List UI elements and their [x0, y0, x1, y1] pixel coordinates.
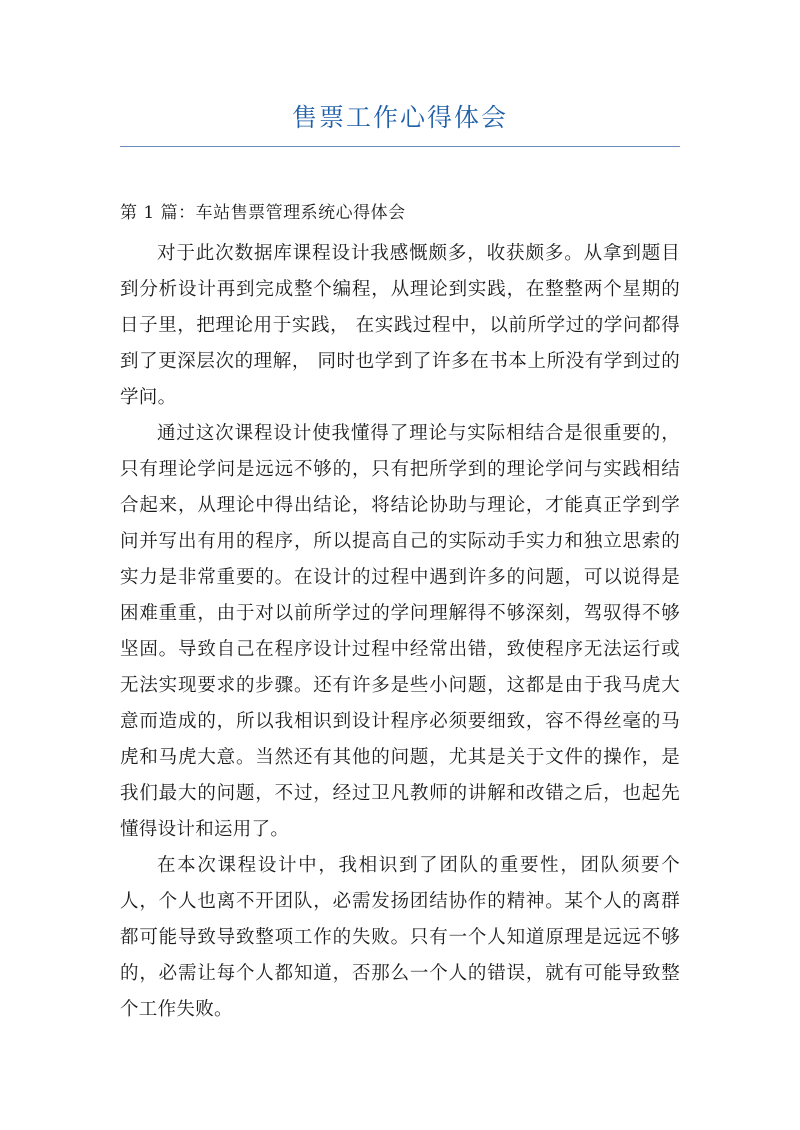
document-body	[120, 236, 680, 1028]
title-underline-rule	[120, 146, 680, 147]
paragraph-3: 在本次课程设计中，我相识到了团队的重要性，团队须要个人，个人也离不开团队，必需发扬团结协作的精神。某个人的离群都可能导致导致整项工作的失败。只有一个人知道原理是远远不够的，必需让每个人都知道，否那么一个人的错误，就有可能导致整个工作失败。	[120, 855, 680, 1020]
paragraph-2: 通过这次课程设计使我懂得了理论与实际相结合是很重要的，只有理论学问是远远不够的，只有把所学到的理论学问与实践相结合起来，从理论中得出结论，将结论协助与理论，才能真正学到学问并写出有用的程序，所以提高自己的实际动手实力和独立思索的实力是非常重要的。在设计的过程中遇到许多的问题，可以说得是困难重重，由于对以前所学过的学问理解得不够深刻，驾驭得不够坚固。导致自己在程序设计过程中经常出错，致使程序无法运行或无法实现要求的步骤。还有许多是些小问题，这都是由于我马虎大意而造成的，所以我相识到设计程序必须要细致，容不得丝毫的马虎和马虎大意。当然还有其他的问题，尤其是关于文件的操作，是我们最大的问题，不过，经过卫凡教师的讲解和改错之后，也起先懂得设计和运用了。	[120, 423, 680, 840]
paragraph-1: 对于此次数据库课程设计我感慨颇多，收获颇多。从拿到题目到分析设计再到完成整个编程，从理论到实践，在整整两个星期的日子里，把理论用于实践， 在实践过程中，以前所学过的学问都得到了更深层次的理解， 同时也学到了许多在书本上所没有学到过的学问。	[120, 243, 680, 408]
document-title: 售票工作心得体会	[291, 103, 508, 132]
section-heading: 第 1 篇：车站售票管理系统心得体会	[120, 203, 406, 223]
